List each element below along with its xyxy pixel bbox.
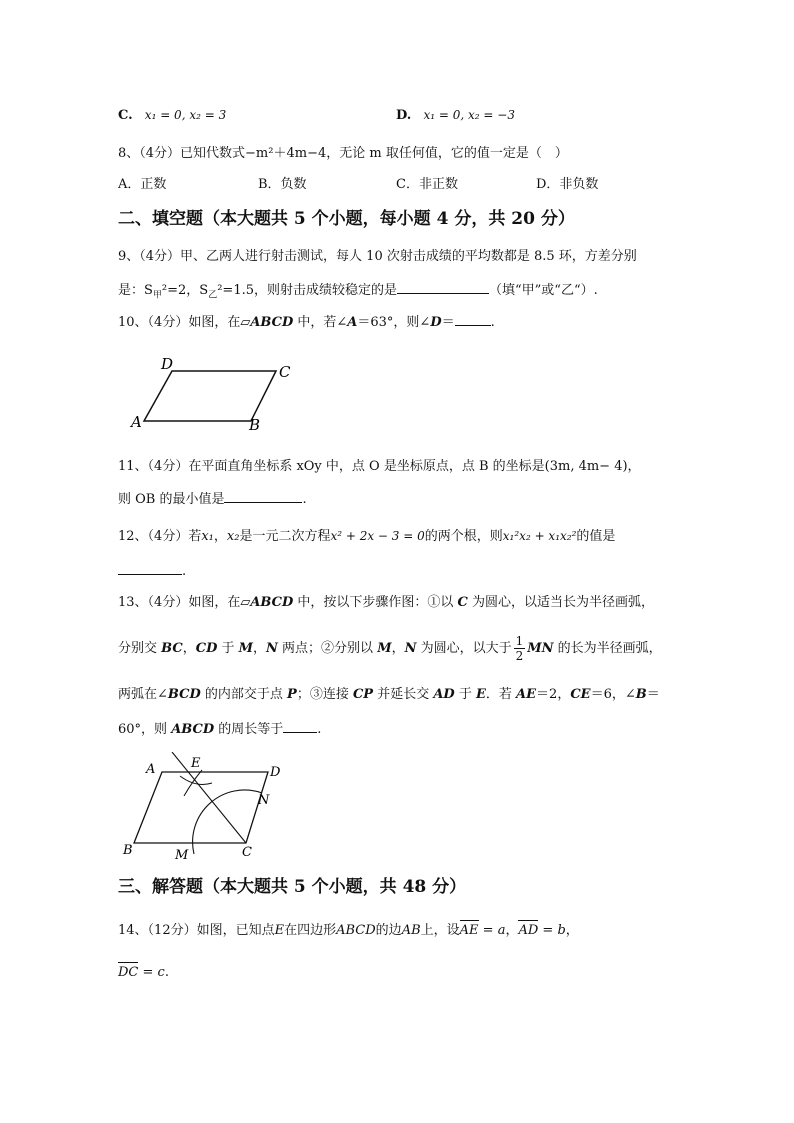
- answer-blank[interactable]: [224, 490, 302, 503]
- q14-line2: DC = c.: [118, 965, 169, 980]
- answer-blank[interactable]: [118, 562, 182, 575]
- vertex-label-c: C: [242, 845, 252, 860]
- q10-stem: 10、（4分）如图，在▱ABCD 中，若∠A＝63°，则∠D＝ .: [118, 315, 495, 330]
- q11-line2: 则 OB 的最小值是 .: [118, 492, 307, 507]
- answer-blank[interactable]: [455, 313, 491, 326]
- q13-line3: 两弧在∠BCD 的内部交于点 P；③连接 CP 并延长交 AD 于 E．若 AE＝2，CE＝6，∠B＝: [118, 687, 660, 702]
- vector-ad: AD: [518, 923, 539, 938]
- vector-ae: AE: [459, 923, 479, 938]
- parallelogram-abcd: [144, 371, 276, 421]
- vertex-label-b: B: [123, 843, 133, 858]
- parallelogram-abcd: [134, 772, 268, 843]
- q7-option-c: [118, 106, 226, 125]
- q12-stem: 12、（4分）若x₁，x₂是一元二次方程x² + 2x − 3 = 0的两个根，则x₁²x₂ + x₁x₂²的值是: [118, 529, 616, 544]
- q11-line1: 11、（4分）在平面直角坐标系 xOy 中，点 O 是坐标原点，点 B 的坐标是(3m, 4m− 4)，: [118, 459, 641, 474]
- q8-stem: 8、（4分）已知代数式−m²＋4m−4，无论 m 取任何值，它的值一定是（ ）: [118, 146, 568, 161]
- q8-option-c: C．非正数: [396, 177, 458, 192]
- answer-blank[interactable]: [283, 720, 317, 733]
- option-expression: x₁ = 0, x₂ = 3: [144, 108, 227, 122]
- q8-option-b: B．负数: [258, 177, 307, 192]
- answer-blank[interactable]: [397, 281, 489, 294]
- section-title: 二、填空题（本大题共 5 个小题，每小题 4 分，共 20 分）: [118, 209, 575, 229]
- q12-answer-line: .: [118, 562, 186, 581]
- q8-option-d: D．非负数: [536, 177, 599, 192]
- vertex-label-a: A: [131, 413, 142, 431]
- construction-figure: [118, 752, 298, 864]
- vertex-label-d: D: [270, 765, 281, 780]
- parallelogram-figure: [125, 355, 305, 435]
- point-label-m: M: [175, 848, 189, 863]
- point-label-n: N: [258, 793, 270, 808]
- q8-option-a: A．正数: [118, 177, 167, 192]
- line-cp-extended: [172, 752, 246, 843]
- q7-option-d: [396, 106, 515, 125]
- vertex-label-b: B: [249, 416, 261, 434]
- q9-line2: 是：$S_甲^2=2$，$S_乙^2=1.5$，则射击成绩较稳定的是 （填“甲”或“乙“）.: [118, 283, 598, 301]
- option-expression: x₁ = 0, x₂ = −3: [423, 108, 515, 122]
- vertex-label-c: C: [279, 363, 291, 381]
- vertex-label-a: A: [146, 762, 156, 777]
- option-label: C.: [118, 108, 133, 123]
- section-title: 三、解答题（本大题共 5 个小题，共 48 分）: [118, 877, 467, 897]
- q13-line2: 分别交 BC，CD 于 M，N 两点；②分别以 M，N 为圆心，以大于 $\frac{1}{2}$ MN 的长为半径画弧，: [118, 634, 662, 663]
- point-label-e: E: [191, 756, 201, 771]
- q13-line4: 60°，则 ABCD 的周长等于 .: [118, 722, 322, 737]
- vector-dc: DC: [118, 965, 139, 980]
- option-label: D.: [396, 108, 412, 123]
- fraction-one-half: $\frac{1}{2}$: [515, 634, 524, 663]
- vertex-label-d: D: [161, 355, 174, 373]
- q14-line1: 14、（12分）如图，已知点E在四边形ABCD的边AB上，设AE = a，AD = b，: [118, 923, 579, 938]
- q13-line1: 13、（4分）如图，在▱ABCD 中，按以下步骤作图：①以 C 为圆心，以适当长为半径画弧，: [118, 595, 655, 610]
- q9-line1: 9、（4分）甲、乙两人进行射击测试，每人 10 次射击成绩的平均数都是 8.5 环，方差分别: [118, 249, 637, 264]
